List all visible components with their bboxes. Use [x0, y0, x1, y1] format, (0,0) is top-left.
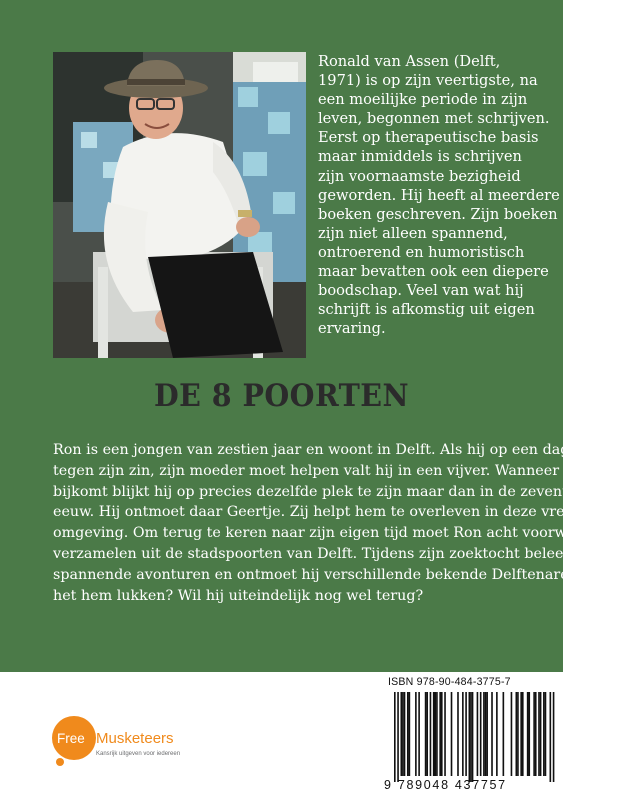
publisher-name-part2: Musketeers — [96, 730, 174, 747]
barcode-bar — [436, 692, 438, 776]
publisher-tagline: Kansrijk uitgeven voor iedereen — [96, 751, 181, 757]
author-photo — [53, 52, 306, 358]
barcode-bar — [439, 692, 441, 776]
author-bio — [318, 52, 560, 338]
logo-dot-icon — [56, 758, 64, 766]
barcode-bar — [543, 692, 545, 776]
barcode-bar — [553, 692, 555, 782]
barcode-bar — [540, 692, 542, 776]
bio-line: een moeilijke periode in zijn — [318, 91, 528, 109]
blurb-line: tegen zijn zin, zijn moeder moet helpen valt hij in een vijver. Wanneer hij — [53, 462, 582, 479]
book-blurb — [53, 440, 627, 606]
barcode-bar — [486, 692, 488, 776]
blurb-line: omgeving. Om terug te keren naar zijn eigen tijd moet Ron acht voorwerpen — [53, 525, 609, 542]
barcode-bar — [496, 692, 498, 776]
barcode-bar — [528, 692, 530, 776]
barcode-bar — [533, 692, 535, 776]
bio-line: zijn niet alleen spannend, — [318, 224, 508, 242]
blurb-line: eeuw. Hij ontmoet daar Geertje. Zij helpt hem te overleven in deze vreemde — [53, 504, 605, 521]
barcode-bar — [397, 692, 399, 782]
blurb-line: spannende avonturen en ontmoet hij verschillende bekende Delftenaren. Zal — [53, 566, 611, 583]
bio-line: boodschap. Veel van wat hij — [318, 282, 524, 300]
barcode-bar — [483, 692, 485, 776]
barcode-bar — [527, 692, 529, 776]
barcode-bar — [457, 692, 459, 776]
blurb-line: Ron is een jongen van zestien jaar en woont in Delft. Als hij op een dag, geheel — [53, 442, 627, 458]
barcode-bar — [404, 692, 406, 776]
blurb-line: het hem lukken? Wil hij uiteindelijk nog wel terug? — [53, 587, 424, 604]
blurb-line: bijkomt blijkt hij op precies dezelfde plek te zijn maar dan in de zeventiende — [53, 483, 608, 500]
barcode-bar — [400, 692, 402, 776]
book-title: DE 8 POORTEN — [153, 378, 410, 414]
barcode-bar — [426, 692, 428, 776]
barcode-bar — [470, 692, 472, 782]
bio-line: boeken geschreven. Zijn boeken — [318, 205, 558, 223]
barcode-bar — [550, 692, 552, 782]
barcode-bar — [469, 692, 471, 782]
barcode-bar — [409, 692, 411, 776]
barcode-bar — [503, 692, 505, 776]
publisher-logo — [46, 712, 206, 772]
barcode-bar — [402, 692, 404, 776]
ean-digits: 9 789048 437757 — [384, 778, 507, 792]
barcode-bar — [462, 692, 464, 776]
barcode-bar — [418, 692, 420, 776]
barcode-bar — [407, 692, 409, 776]
barcode-bar — [430, 692, 432, 776]
bio-line: schrijft is afkomstig uit eigen — [318, 301, 535, 319]
barcode-bar — [480, 692, 482, 776]
barcode-bar — [451, 692, 453, 776]
barcode-bar — [441, 692, 443, 776]
barcode-bar — [516, 692, 518, 776]
blurb-line: verzamelen uit de stadspoorten van Delft. Tijdens zijn zoektocht beleeft hij — [53, 545, 598, 562]
bio-line: maar inmiddels is schrijven — [318, 148, 522, 166]
barcode-bar — [465, 692, 467, 776]
barcode-bar — [425, 692, 427, 776]
barcode-bar — [535, 692, 537, 776]
barcode-bar — [485, 692, 487, 776]
bio-line: ontroerend en humoristisch — [318, 243, 525, 261]
barcode-bar — [522, 692, 524, 776]
isbn-label: ISBN 978-90-484-3775-7 — [388, 676, 511, 688]
barcode-bar — [472, 692, 474, 782]
publisher-name-part1: Free — [57, 731, 85, 746]
barcode-bar — [491, 692, 493, 776]
bio-line: zijn voornaamste bezigheid — [318, 167, 521, 185]
barcode-bar — [545, 692, 547, 776]
barcode-bar — [477, 692, 479, 776]
barcode-bar — [394, 692, 396, 782]
barcode-bar — [511, 692, 513, 776]
bio-line: 1971) is op zijn veertigste, na — [318, 72, 538, 90]
bio-line: maar bevatten ook een diepere — [318, 263, 549, 281]
barcode-bar — [433, 692, 435, 776]
bio-line: geworden. Hij heeft al meerdere — [318, 186, 560, 204]
barcode-bar — [538, 692, 540, 776]
barcode-bar — [435, 692, 437, 776]
bio-line: leven, begonnen met schrijven. — [318, 110, 550, 128]
bio-line: Ronald van Assen (Delft, — [318, 53, 501, 70]
bio-line: ervaring. — [318, 320, 386, 338]
barcode-bar — [415, 692, 417, 776]
bio-line: Eerst op therapeutische basis — [318, 129, 539, 147]
barcode-bar — [444, 692, 446, 776]
barcode-bar — [517, 692, 519, 776]
barcode-bar — [520, 692, 522, 776]
